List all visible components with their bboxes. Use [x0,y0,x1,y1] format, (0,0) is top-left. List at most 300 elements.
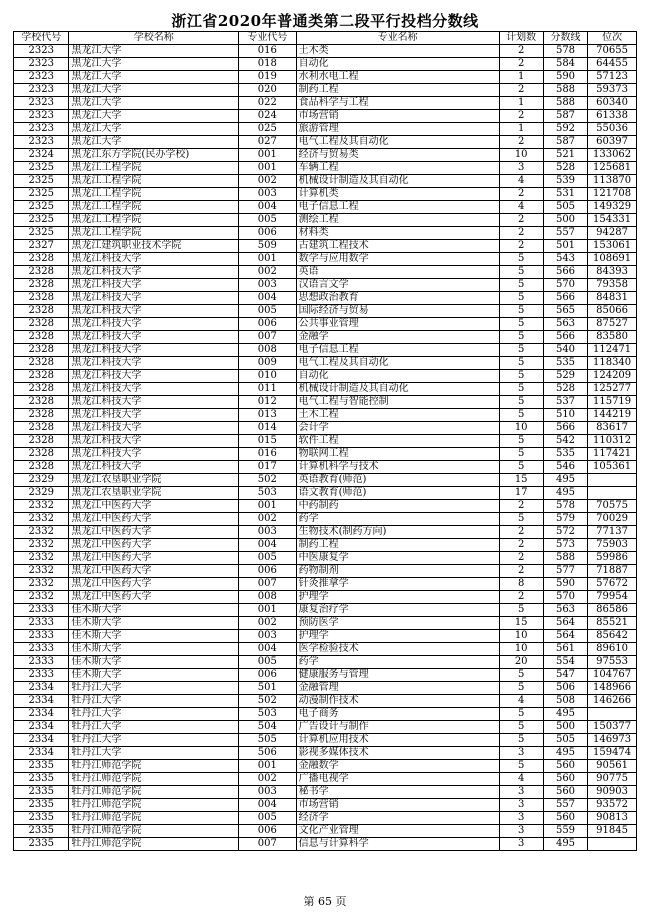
major-name-cell: 广播电视学 [296,773,499,786]
plan-count-cell: 10 [499,630,543,643]
plan-count-cell: 2 [499,591,543,604]
major-name-cell: 市场营销 [296,799,499,812]
plan-count-cell: 3 [499,838,543,851]
table-row [14,604,637,617]
score-line-cell: 546 [543,461,587,474]
score-line-cell: 565 [543,305,587,318]
rank-cell: 59986 [588,552,637,565]
major-code-cell: 003 [239,786,297,799]
score-line-cell: 570 [543,591,587,604]
major-name-cell: 古建筑工程技术 [296,240,499,253]
rank-cell [588,474,637,487]
school-name-cell: 牡丹江师范学院 [69,760,239,773]
school-name-cell: 黑龙江农垦职业学院 [69,487,239,500]
school-name-cell: 黑龙江工程学院 [69,227,239,240]
score-line-cell: 505 [543,201,587,214]
score-line-cell: 590 [543,71,587,84]
rank-cell: 108691 [588,253,637,266]
rank-cell: 124209 [588,370,637,383]
table-row [14,552,637,565]
table-row [14,123,637,136]
score-line-cell: 559 [543,825,587,838]
rank-cell: 159474 [588,747,637,760]
table-row [14,513,637,526]
major-name-cell: 康复治疗学 [296,604,499,617]
plan-count-cell: 3 [499,786,543,799]
plan-count-cell: 4 [499,175,543,188]
header-score: 分数线 [543,32,587,45]
table-row [14,383,637,396]
table-body [14,45,637,851]
score-line-cell: 547 [543,669,587,682]
score-line-cell: 588 [543,552,587,565]
score-line-cell: 587 [543,110,587,123]
school-code-cell: 2323 [14,97,69,110]
score-line-cell: 540 [543,344,587,357]
major-name-cell: 材料类 [296,227,499,240]
score-line-cell: 554 [543,656,587,669]
plan-count-cell: 2 [499,58,543,71]
school-name-cell: 佳木斯大学 [69,643,239,656]
major-name-cell: 电气工程及其自动化 [296,136,499,149]
school-name-cell: 黑龙江大学 [69,84,239,97]
score-line-cell: 529 [543,370,587,383]
score-line-cell: 573 [543,539,587,552]
major-code-cell: 001 [239,760,297,773]
major-name-cell: 土木类 [296,45,499,58]
school-code-cell: 2323 [14,84,69,97]
plan-count-cell: 2 [499,539,543,552]
rank-cell: 71887 [588,565,637,578]
table-row [14,318,637,331]
major-code-cell: 004 [239,292,297,305]
table-row [14,344,637,357]
header-school-code: 学校代号 [14,32,69,45]
table-row [14,214,637,227]
major-name-cell: 汉语言文学 [296,279,499,292]
major-name-cell: 旅游管理 [296,123,499,136]
school-name-cell: 黑龙江工程学院 [69,201,239,214]
major-name-cell: 会计学 [296,422,499,435]
school-code-cell: 2332 [14,539,69,552]
school-name-cell: 黑龙江科技大学 [69,305,239,318]
plan-count-cell: 5 [499,682,543,695]
rank-cell: 79954 [588,591,637,604]
school-code-cell: 2332 [14,500,69,513]
major-code-cell: 002 [239,175,297,188]
school-name-cell: 牡丹江大学 [69,682,239,695]
score-line-cell: 564 [543,630,587,643]
table-row [14,370,637,383]
major-code-cell: 006 [239,565,297,578]
rank-cell: 83617 [588,422,637,435]
table-row [14,760,637,773]
score-line-cell: 557 [543,227,587,240]
major-code-cell: 004 [239,799,297,812]
score-line-cell: 564 [543,617,587,630]
table-row [14,97,637,110]
major-code-cell: 006 [239,318,297,331]
major-code-cell: 022 [239,97,297,110]
school-code-cell: 2329 [14,487,69,500]
school-name-cell: 黑龙江农垦职业学院 [69,474,239,487]
school-name-cell: 黑龙江中医药大学 [69,552,239,565]
major-name-cell: 公共事业管理 [296,318,499,331]
table-row [14,747,637,760]
school-code-cell: 2333 [14,630,69,643]
school-name-cell: 黑龙江工程学院 [69,188,239,201]
major-code-cell: 001 [239,162,297,175]
major-name-cell: 中医康复学 [296,552,499,565]
major-code-cell: 003 [239,526,297,539]
table-row [14,656,637,669]
table-row [14,721,637,734]
major-name-cell: 药学 [296,656,499,669]
school-name-cell: 牡丹江大学 [69,695,239,708]
score-line-cell: 570 [543,279,587,292]
school-name-cell: 佳木斯大学 [69,617,239,630]
major-name-cell: 药物制剂 [296,565,499,578]
school-name-cell: 佳木斯大学 [69,604,239,617]
table-row [14,812,637,825]
school-code-cell: 2328 [14,448,69,461]
major-name-cell: 国际经济与贸易 [296,305,499,318]
school-name-cell: 黑龙江建筑职业技术学院 [69,240,239,253]
score-line-cell: 578 [543,45,587,58]
plan-count-cell: 8 [499,578,543,591]
major-code-cell: 003 [239,279,297,292]
major-name-cell: 动漫制作技术 [296,695,499,708]
rank-cell: 148966 [588,682,637,695]
major-name-cell: 经济与贸易类 [296,149,499,162]
major-code-cell: 027 [239,136,297,149]
table-row [14,591,637,604]
plan-count-cell: 5 [499,331,543,344]
major-code-cell: 006 [239,227,297,240]
table-row [14,266,637,279]
table-row [14,786,637,799]
table-row [14,669,637,682]
rank-cell: 84393 [588,266,637,279]
rank-cell: 90775 [588,773,637,786]
rank-cell [588,838,637,851]
school-code-cell: 2328 [14,357,69,370]
school-code-cell: 2335 [14,825,69,838]
score-line-cell: 521 [543,149,587,162]
rank-cell: 61338 [588,110,637,123]
school-code-cell: 2325 [14,162,69,175]
major-code-cell: 503 [239,487,297,500]
major-name-cell: 制药工程 [296,84,499,97]
table-row [14,58,637,71]
school-code-cell: 2335 [14,760,69,773]
school-name-cell: 牡丹江师范学院 [69,786,239,799]
table-row [14,136,637,149]
rank-cell: 90561 [588,760,637,773]
major-code-cell: 504 [239,721,297,734]
major-code-cell: 505 [239,734,297,747]
major-code-cell: 005 [239,656,297,669]
major-name-cell: 计算机科学与技术 [296,461,499,474]
rank-cell: 84831 [588,292,637,305]
major-code-cell: 024 [239,110,297,123]
school-name-cell: 牡丹江师范学院 [69,825,239,838]
score-line-cell: 557 [543,799,587,812]
school-name-cell: 黑龙江科技大学 [69,461,239,474]
plan-count-cell: 5 [499,396,543,409]
table-row [14,565,637,578]
rank-cell: 77137 [588,526,637,539]
rank-cell: 113870 [588,175,637,188]
school-name-cell: 黑龙江中医药大学 [69,539,239,552]
rank-cell [588,708,637,721]
major-code-cell: 025 [239,123,297,136]
school-code-cell: 2332 [14,591,69,604]
school-name-cell: 牡丹江师范学院 [69,773,239,786]
school-code-cell: 2333 [14,617,69,630]
plan-count-cell: 5 [499,383,543,396]
major-name-cell: 机械设计制造及其自动化 [296,383,499,396]
major-name-cell: 数学与应用数学 [296,253,499,266]
school-name-cell: 黑龙江科技大学 [69,266,239,279]
rank-cell: 90813 [588,812,637,825]
major-code-cell: 005 [239,305,297,318]
rank-cell: 104767 [588,669,637,682]
school-code-cell: 2328 [14,318,69,331]
plan-count-cell: 2 [499,110,543,123]
table-header-row [14,32,637,45]
major-code-cell: 001 [239,604,297,617]
table-row [14,422,637,435]
school-name-cell: 佳木斯大学 [69,656,239,669]
header-rank: 位次 [588,32,637,45]
school-code-cell: 2335 [14,812,69,825]
score-line-cell: 587 [543,136,587,149]
rank-cell: 125277 [588,383,637,396]
school-code-cell: 2332 [14,526,69,539]
school-code-cell: 2334 [14,682,69,695]
table-row [14,799,637,812]
school-code-cell: 2334 [14,721,69,734]
major-name-cell: 思想政治教育 [296,292,499,305]
major-name-cell: 物联网工程 [296,448,499,461]
score-line-cell: 579 [543,513,587,526]
school-name-cell: 黑龙江中医药大学 [69,565,239,578]
rank-cell: 79358 [588,279,637,292]
school-name-cell: 黑龙江科技大学 [69,318,239,331]
school-code-cell: 2332 [14,513,69,526]
table-row [14,474,637,487]
school-name-cell: 黑龙江大学 [69,97,239,110]
score-line-cell: 563 [543,318,587,331]
school-name-cell: 黑龙江科技大学 [69,344,239,357]
school-code-cell: 2335 [14,799,69,812]
table-row [14,201,637,214]
score-line-cell: 537 [543,396,587,409]
score-line-cell: 592 [543,123,587,136]
plan-count-cell: 5 [499,253,543,266]
rank-cell: 117421 [588,448,637,461]
major-code-cell: 007 [239,331,297,344]
rank-cell: 85066 [588,305,637,318]
table-row [14,838,637,851]
major-name-cell: 医学检验技术 [296,643,499,656]
score-line-cell: 495 [543,838,587,851]
major-code-cell: 002 [239,617,297,630]
plan-count-cell: 5 [499,305,543,318]
major-name-cell: 自动化 [296,370,499,383]
header-plan: 计划数 [499,32,543,45]
major-name-cell: 护理学 [296,630,499,643]
rank-cell: 115719 [588,396,637,409]
plan-count-cell: 5 [499,669,543,682]
school-code-cell: 2325 [14,188,69,201]
major-name-cell: 自动化 [296,58,499,71]
score-line-cell: 510 [543,409,587,422]
table-row [14,84,637,97]
major-code-cell: 014 [239,422,297,435]
table-row [14,708,637,721]
rank-cell: 55036 [588,123,637,136]
table-row [14,175,637,188]
major-name-cell: 机械设计制造及其自动化 [296,175,499,188]
school-code-cell: 2328 [14,279,69,292]
rank-cell: 86586 [588,604,637,617]
rank-cell: 93572 [588,799,637,812]
score-line-cell: 501 [543,240,587,253]
rank-cell: 133062 [588,149,637,162]
school-name-cell: 黑龙江大学 [69,136,239,149]
major-name-cell: 水利水电工程 [296,71,499,84]
plan-count-cell: 2 [499,500,543,513]
major-name-cell: 影视多媒体技术 [296,747,499,760]
plan-count-cell: 5 [499,370,543,383]
school-code-cell: 2332 [14,578,69,591]
major-code-cell: 002 [239,513,297,526]
major-code-cell: 005 [239,552,297,565]
score-line-cell: 495 [543,474,587,487]
rank-cell: 97553 [588,656,637,669]
school-code-cell: 2323 [14,45,69,58]
major-code-cell: 003 [239,630,297,643]
plan-count-cell: 2 [499,526,543,539]
rank-cell: 154331 [588,214,637,227]
rank-cell: 90903 [588,786,637,799]
school-name-cell: 佳木斯大学 [69,669,239,682]
plan-count-cell: 5 [499,409,543,422]
school-name-cell: 黑龙江科技大学 [69,331,239,344]
plan-count-cell: 1 [499,97,543,110]
major-code-cell: 007 [239,578,297,591]
school-name-cell: 黑龙江大学 [69,45,239,58]
plan-count-cell: 5 [499,357,543,370]
table-row [14,461,637,474]
rank-cell: 112471 [588,344,637,357]
school-code-cell: 2328 [14,435,69,448]
score-line-cell: 563 [543,604,587,617]
school-code-cell: 2334 [14,708,69,721]
major-code-cell: 009 [239,357,297,370]
score-line-cell: 578 [543,500,587,513]
school-code-cell: 2323 [14,58,69,71]
rank-cell: 57672 [588,578,637,591]
plan-count-cell: 3 [499,812,543,825]
plan-count-cell: 20 [499,656,543,669]
major-code-cell: 006 [239,669,297,682]
school-name-cell: 黑龙江中医药大学 [69,513,239,526]
major-name-cell: 金融学 [296,331,499,344]
score-table [13,31,637,851]
school-name-cell: 黑龙江科技大学 [69,409,239,422]
rank-cell: 91845 [588,825,637,838]
major-code-cell: 004 [239,539,297,552]
school-code-cell: 2328 [14,253,69,266]
table-row [14,305,637,318]
table-row [14,396,637,409]
school-code-cell: 2329 [14,474,69,487]
score-line-cell: 495 [543,708,587,721]
score-line-cell: 528 [543,383,587,396]
plan-count-cell: 5 [499,461,543,474]
major-code-cell: 016 [239,45,297,58]
school-name-cell: 牡丹江大学 [69,734,239,747]
school-code-cell: 2334 [14,695,69,708]
school-name-cell: 黑龙江中医药大学 [69,500,239,513]
score-line-cell: 560 [543,812,587,825]
major-code-cell: 501 [239,682,297,695]
school-code-cell: 2328 [14,331,69,344]
major-name-cell: 计算机类 [296,188,499,201]
major-name-cell: 预防医学 [296,617,499,630]
school-name-cell: 黑龙江大学 [69,58,239,71]
score-line-cell: 543 [543,253,587,266]
major-code-cell: 509 [239,240,297,253]
plan-count-cell: 1 [499,123,543,136]
plan-count-cell: 2 [499,214,543,227]
major-name-cell: 食品科学与工程 [296,97,499,110]
plan-count-cell: 4 [499,773,543,786]
score-line-cell: 542 [543,435,587,448]
major-code-cell: 002 [239,266,297,279]
rank-cell: 105361 [588,461,637,474]
major-name-cell: 车辆工程 [296,162,499,175]
major-name-cell: 英语教育(师范) [296,474,499,487]
major-name-cell: 软件工程 [296,435,499,448]
rank-cell: 85521 [588,617,637,630]
rank-cell: 70575 [588,500,637,513]
page-number: 第 65 页 [303,895,347,908]
score-line-cell: 590 [543,578,587,591]
school-code-cell: 2333 [14,643,69,656]
rank-cell: 70029 [588,513,637,526]
table-row [14,643,637,656]
school-name-cell: 黑龙江科技大学 [69,279,239,292]
score-line-cell: 566 [543,331,587,344]
plan-count-cell: 3 [499,162,543,175]
table-row [14,162,637,175]
plan-count-cell: 10 [499,643,543,656]
table-row [14,279,637,292]
score-line-cell: 535 [543,448,587,461]
score-line-cell: 500 [543,214,587,227]
rank-cell: 83580 [588,331,637,344]
school-code-cell: 2332 [14,565,69,578]
table-row [14,253,637,266]
plan-count-cell: 2 [499,45,543,58]
major-code-cell: 001 [239,149,297,162]
major-name-cell: 电气工程与智能控制 [296,396,499,409]
rank-cell: 146973 [588,734,637,747]
